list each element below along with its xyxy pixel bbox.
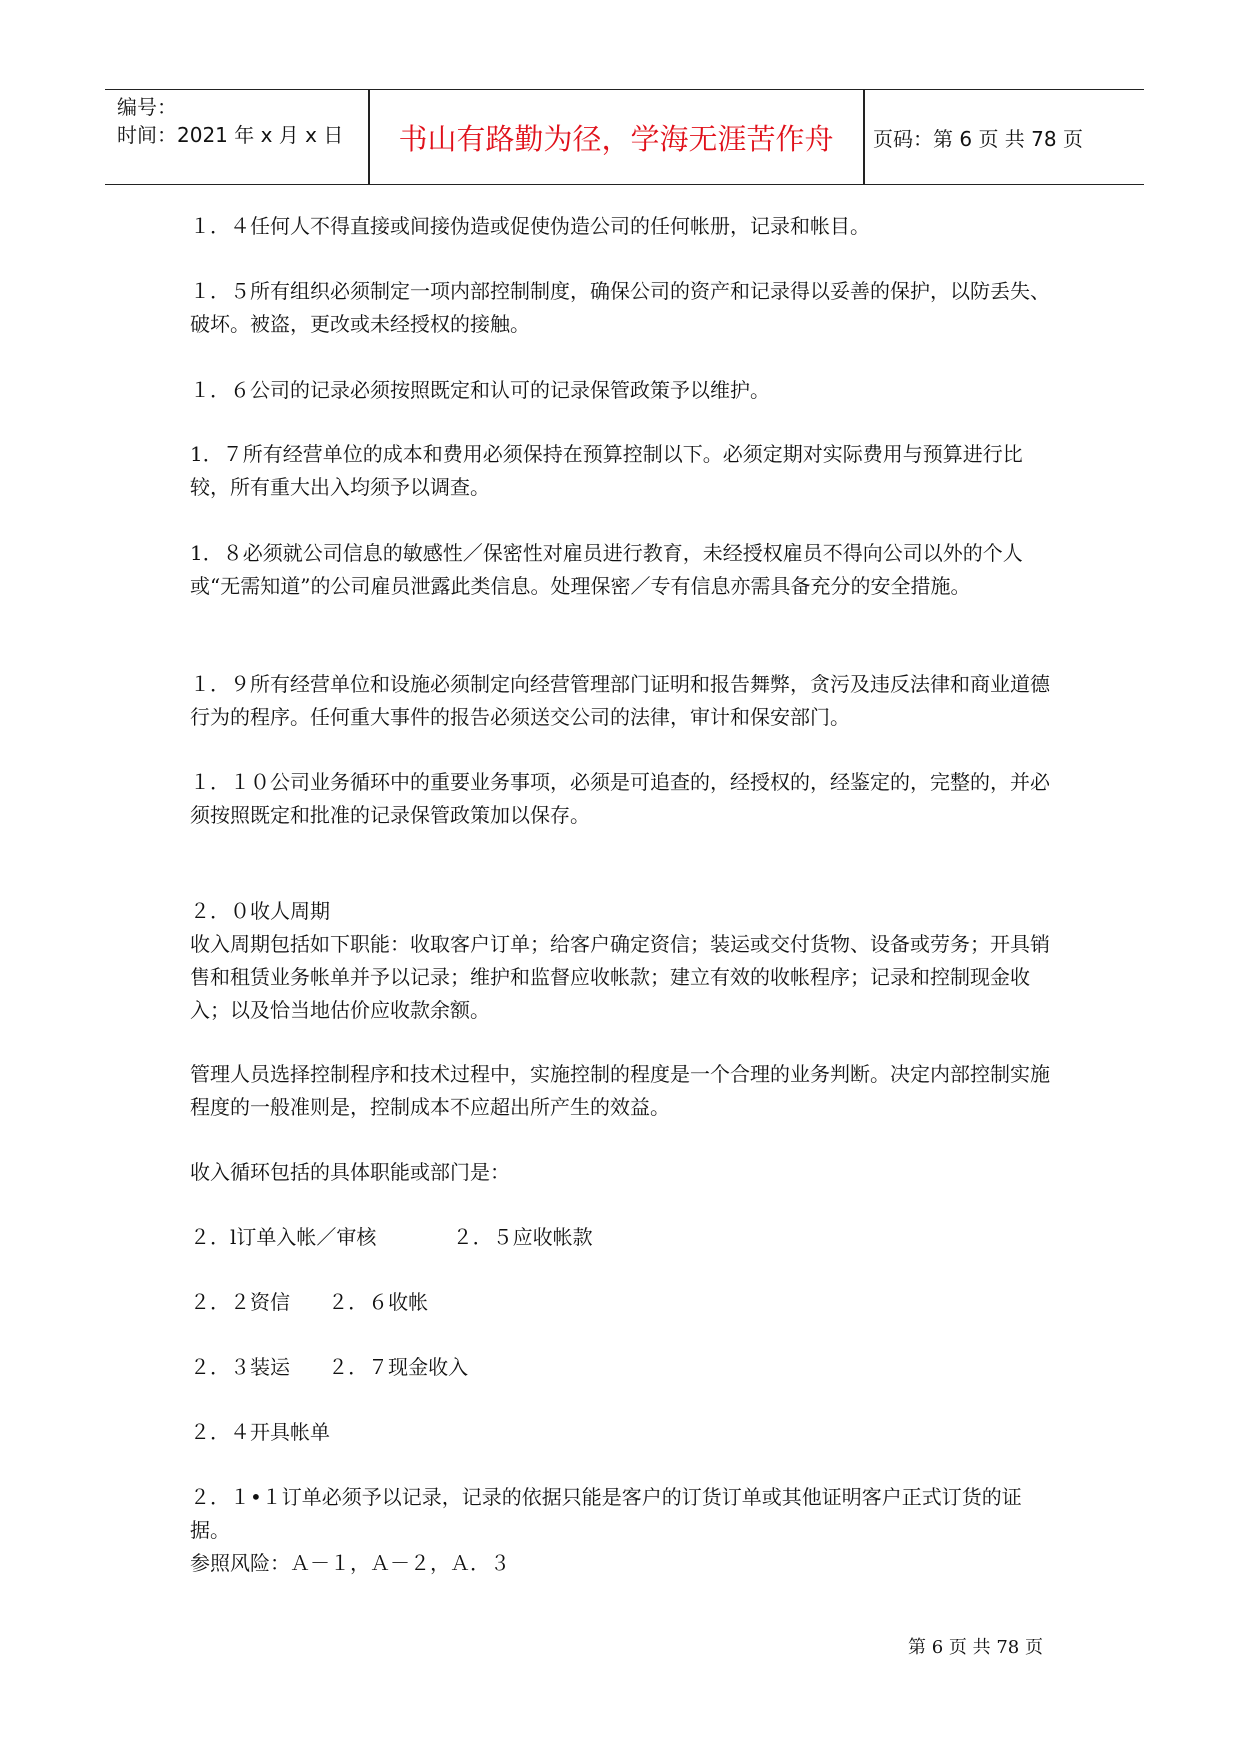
function-list-row-2: ２．２资信 ２．６收帐 [190, 1290, 429, 1314]
function-list-row-1: ２．l订单入帐／审核 ２．５应收帐款 [190, 1225, 593, 1249]
section-2-title: ２．０收人周期 [190, 899, 330, 923]
section-2-body: 收入周期包括如下职能：收取客户订单；给客户确定资信；装运或交付货物、设备或劳务；开具销售和租赁业务帐单并予以记录；维护和监督应收帐款；建立有效的收帐程序；记录和控制现金收入；以及恰当地估价应收款余额。 [190, 932, 1050, 1022]
clause-1-9: １．９所有经营单位和设施必须制定向经营管理部门证明和报告舞弊，贪污及违反法律和商业道德行为的程序。任何重大事件的报告必须送交公司的法律，审计和保安部门。 [190, 672, 1050, 729]
function-list-row-3: ２．３装运 ２．７现金收入 [190, 1355, 469, 1379]
header-meta [117, 90, 373, 184]
clause-1-6: １．６公司的记录必须按照既定和认可的记录保管政策予以维护。 [190, 378, 770, 402]
page-header [105, 89, 1144, 185]
document-time-label: 时间：2021 年 x 月 x 日 [117, 123, 344, 147]
header-divider-right [863, 90, 865, 184]
functions-intro: 收入循环包括的具体职能或部门是： [190, 1160, 510, 1184]
risk-reference: 参照风险：Ａ－１，Ａ－２，Ａ．３ [190, 1551, 510, 1575]
clause-2-1-1: ２．１•１订单必须予以记录，记录的依据只能是客户的订货订单或其他证明客户正式订货的证据。 [190, 1485, 1022, 1542]
clause-1-4: １．４任何人不得直接或间接伪造或促使伪造公司的任何帐册，记录和帐目。 [190, 214, 870, 238]
clause-1-7: 1．７所有经营单位的成本和费用必须保持在预算控制以下。必须定期对实际费用与预算进行比较，所有重大出入均须予以调查。 [190, 442, 1023, 499]
header-page-code: 页码：第 6 页 共 78 页 [873, 126, 1083, 151]
clause-1-5: １．５所有组织必须制定一项内部控制制度，确保公司的资产和记录得以妥善的保护，以防丢失、破坏。被盗，更改或未经授权的接触。 [190, 279, 1050, 336]
footer-page-number: 第 6 页 共 78 页 [908, 1637, 1043, 1658]
clause-1-8: 1．８必须就公司信息的敏感性／保密性对雇员进行教育，未经授权雇员不得向公司以外的个人或“无需知道”的公司雇员泄露此类信息。处理保密／专有信息亦需具备充分的安全措施。 [190, 541, 1023, 598]
clause-1-10: １．１０公司业务循环中的重要业务事项，必须是可追查的，经授权的，经鉴定的，完整的，并必须按照既定和批准的记录保管政策加以保存。 [190, 770, 1050, 827]
header-motto: 书山有路勤为径，学海无涯苦作舟 [398, 121, 834, 156]
function-list-row-4: ２．４开具帐单 [190, 1420, 330, 1444]
management-paragraph: 管理人员选择控制程序和技术过程中，实施控制的程度是一个合理的业务判断。决定内部控制实施程度的一般准则是，控制成本不应超出所产生的效益。 [190, 1062, 1050, 1119]
document-number-label: 编号： [117, 95, 177, 119]
